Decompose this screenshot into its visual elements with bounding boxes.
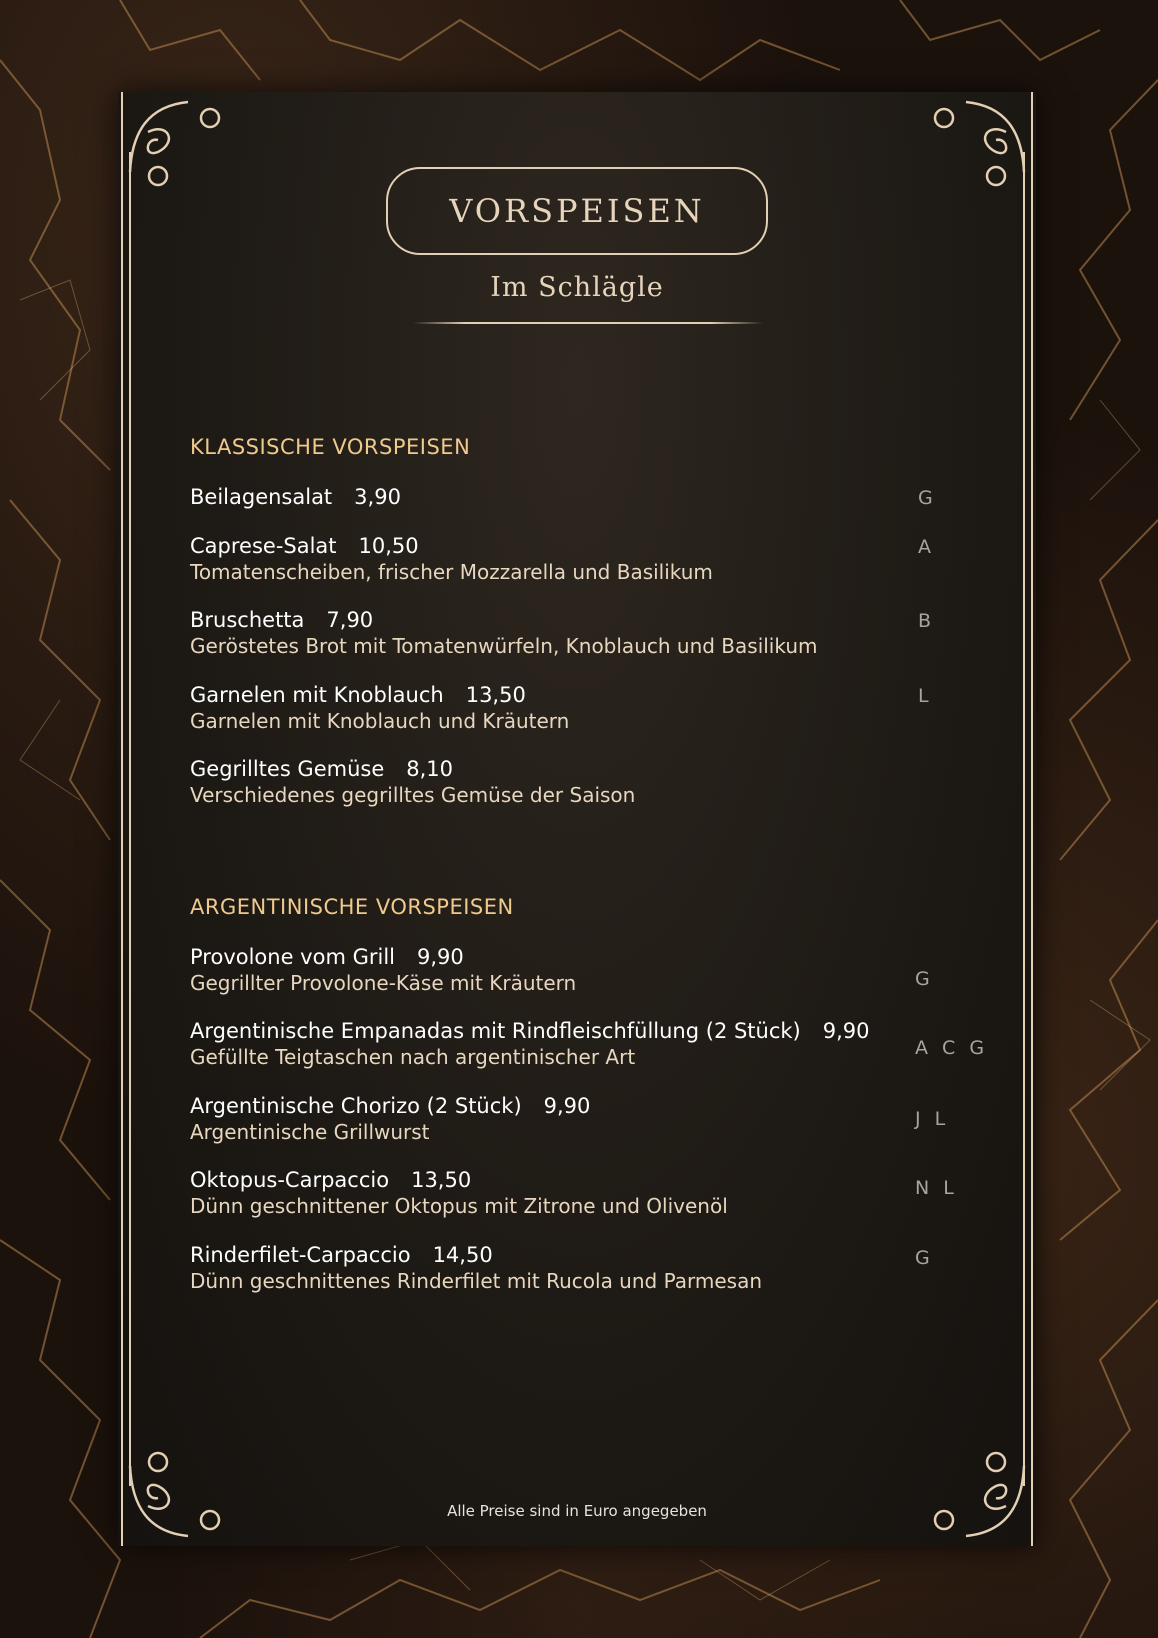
- allergen-codes: N L: [915, 1177, 958, 1199]
- menu-item-price: 13,50: [465, 683, 526, 707]
- title-frame: [386, 167, 768, 255]
- menu-item-name: Argentinische Empanadas mit Rindfleischfüllung (2 Stück) 9,90: [190, 1019, 870, 1043]
- price-note: Alle Preise sind in Euro angegeben: [447, 1502, 707, 1520]
- menu-item-price: 9,90: [822, 1019, 870, 1043]
- section-heading-classic: KLASSISCHE VORSPEISEN: [190, 435, 471, 459]
- menu-item-name: Gegrilltes Gemüse 8,10: [190, 757, 454, 781]
- menu-item-name: Caprese-Salat 10,50: [190, 534, 419, 558]
- menu-item-price: 8,10: [406, 757, 454, 781]
- menu-item-name: Bruschetta 7,90: [190, 608, 374, 632]
- menu-item-price: 3,90: [354, 485, 401, 509]
- menu-item-price: 10,50: [358, 534, 419, 558]
- allergen-codes: G: [915, 968, 934, 990]
- menu-item-description: Argentinische Grillwurst: [190, 1120, 430, 1144]
- allergen-codes: A C G: [915, 1037, 989, 1059]
- menu-item-price: 7,90: [326, 608, 374, 632]
- menu-item-description: Dünn geschnittenes Rinderfilet mit Rucola und Parmesan: [190, 1269, 763, 1293]
- menu-item-name: Beilagensalat 3,90: [190, 485, 401, 509]
- allergen-codes: J L: [915, 1108, 950, 1130]
- allergen-codes: A: [918, 536, 935, 558]
- menu-item-description: Gegrillter Provolone-Käse mit Kräutern: [190, 971, 577, 995]
- allergen-codes: G: [915, 1247, 934, 1269]
- menu-item-name: Provolone vom Grill 9,90: [190, 945, 464, 969]
- menu-item-name: Oktopus-Carpaccio 13,50: [190, 1168, 472, 1192]
- menu-item-price: 13,50: [411, 1168, 472, 1192]
- menu-item-description: Verschiedenes gegrilltes Gemüse der Saison: [190, 783, 636, 807]
- ornamental-frame: [118, 92, 1036, 1546]
- menu-item-price: 14,50: [432, 1243, 493, 1267]
- menu-item-name: Argentinische Chorizo (2 Stück) 9,90: [190, 1094, 591, 1118]
- menu-item-name: Garnelen mit Knoblauch 13,50: [190, 683, 526, 707]
- menu-item-description: Tomatenscheiben, frischer Mozzarella und Basilikum: [190, 560, 713, 584]
- section-heading-argentine: ARGENTINISCHE VORSPEISEN: [190, 895, 514, 919]
- allergen-codes: G: [918, 487, 937, 509]
- menu-item-description: Garnelen mit Knoblauch und Kräutern: [190, 709, 570, 733]
- menu-item-name: Rinderfilet-Carpaccio 14,50: [190, 1243, 493, 1267]
- allergen-codes: B: [918, 610, 936, 632]
- restaurant-name: Im Schlägle: [490, 272, 664, 303]
- divider: [413, 322, 763, 324]
- menu-title: VORSPEISEN: [449, 192, 705, 230]
- menu-item-description: Gefüllte Teigtaschen nach argentinischer Art: [190, 1045, 636, 1069]
- menu-item-price: 9,90: [417, 945, 464, 969]
- menu-card: [118, 92, 1036, 1546]
- menu-item-price: 9,90: [543, 1094, 591, 1118]
- menu-item-description: Geröstetes Brot mit Tomatenwürfeln, Knoblauch und Basilikum: [190, 634, 818, 658]
- menu-item-description: Dünn geschnittener Oktopus mit Zitrone und Olivenöl: [190, 1194, 728, 1218]
- allergen-codes: L: [918, 685, 933, 707]
